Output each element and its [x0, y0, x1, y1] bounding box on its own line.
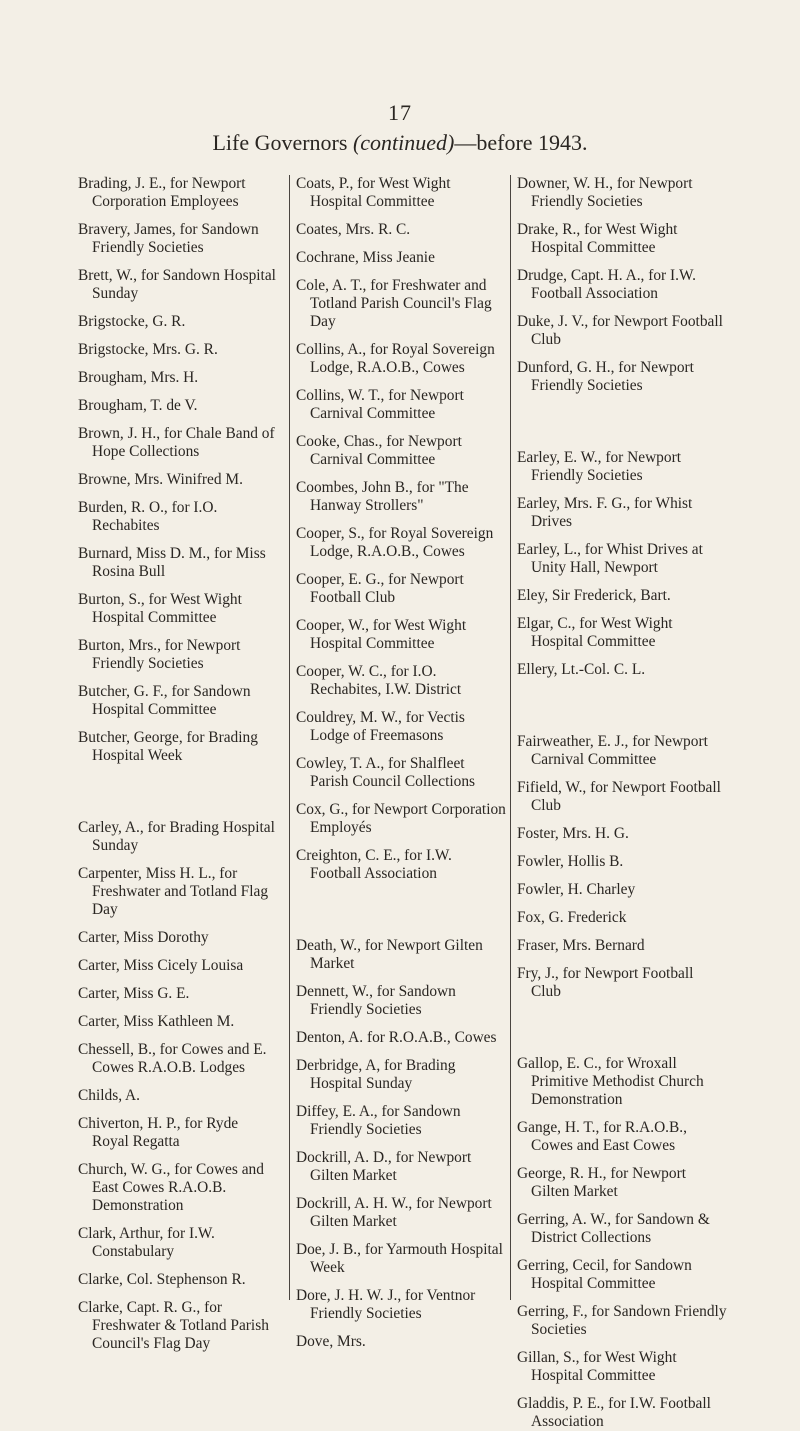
column-3	[510, 175, 727, 1430]
governor-entry: Earley, E. W., for Newport Friendly Societies	[517, 449, 681, 484]
governor-entry: Eley, Sir Frederick, Bart.	[517, 587, 671, 604]
section-gap	[517, 689, 727, 733]
governor-entry: Carter, Miss Kathleen M.	[78, 1013, 235, 1030]
governor-entry: Gillan, S., for West Wight Hospital Committee	[517, 1349, 677, 1384]
governor-entry: Carpenter, Miss H. L., for Freshwater and Totland Flag Day	[78, 865, 269, 918]
section-gap	[517, 1011, 727, 1055]
governor-entry: George, R. H., for Newport Gilten Market	[517, 1165, 686, 1200]
governor-entry: Cox, G., for Newport Corporation Employés	[296, 801, 506, 836]
governor-entry: Dennett, W., for Sandown Friendly Societies	[296, 983, 456, 1018]
governor-entry: Fairweather, E. J., for Newport Carnival Committee	[517, 733, 708, 768]
governor-entry: Fox, G. Frederick	[517, 909, 627, 926]
governor-entry: Collins, A., for Royal Sovereign Lodge, R.A.O.B., Cowes	[296, 341, 495, 376]
governor-entry: Gerring, A. W., for Sandown & District Collections	[517, 1211, 710, 1246]
governor-entry: Doe, J. B., for Yarmouth Hospital Week	[296, 1241, 503, 1276]
governor-entry: Ellery, Lt.-Col. C. L.	[517, 661, 646, 678]
governor-entry: Diffey, E. A., for Sandown Friendly Societies	[296, 1103, 461, 1138]
governor-entry: Burton, Mrs., for Newport Friendly Societies	[78, 637, 241, 672]
column-1	[78, 175, 276, 1363]
governor-entry: Fraser, Mrs. Bernard	[517, 937, 645, 954]
governor-entry: Dunford, G. H., for Newport Friendly Societies	[517, 359, 694, 394]
title-italic: (continued)	[352, 130, 455, 155]
governor-entry: Dore, J. H. W. J., for Ventnor Friendly Societies	[296, 1287, 476, 1322]
governor-entry: Couldrey, M. W., for Vectis Lodge of Freemasons	[296, 709, 465, 744]
governor-entry: Collins, W. T., for Newport Carnival Committee	[296, 387, 464, 422]
governor-entry: Carter, Miss Dorothy	[78, 929, 209, 946]
governor-entry: Earley, Mrs. F. G., for Whist Drives	[517, 495, 693, 530]
governor-entry: Downer, W. H., for Newport Friendly Societies	[517, 175, 693, 210]
governor-entry: Dockrill, A. H. W., for Newport Gilten Market	[296, 1195, 492, 1230]
page-title	[0, 130, 800, 156]
governor-entry: Fifield, W., for Newport Football Club	[517, 779, 721, 814]
governor-entry: Brigstocke, G. R.	[78, 313, 186, 330]
governor-entry: Cowley, T. A., for Shalfleet Parish Council Collections	[296, 755, 476, 790]
governor-entry: Clarke, Col. Stephenson R.	[78, 1271, 246, 1288]
governor-entry: Burnard, Miss D. M., for Miss Rosina Bull	[78, 545, 266, 580]
governor-entry: Butcher, George, for Brading Hospital Week	[78, 729, 258, 764]
governor-entry: Gladdis, P. E., for I.W. Football Association	[517, 1395, 711, 1430]
governor-entry: Butcher, G. F., for Sandown Hospital Committee	[78, 683, 251, 718]
governor-entry: Brougham, Mrs. H.	[78, 369, 199, 386]
governor-entry: Dove, Mrs.	[296, 1333, 366, 1350]
governor-entry: Carter, Miss Cicely Louisa	[78, 957, 244, 974]
governor-entry: Cooper, W. C., for I.O. Rechabites, I.W. District	[296, 663, 462, 698]
governor-entry: Carter, Miss G. E.	[78, 985, 190, 1002]
governor-entry: Carley, A., for Brading Hospital Sunday	[78, 819, 275, 854]
column-2	[289, 175, 506, 1350]
governor-entry: Elgar, C., for West Wight Hospital Committee	[517, 615, 673, 650]
governor-entry: Creighton, C. E., for I.W. Football Association	[296, 847, 452, 882]
governor-entry: Church, W. G., for Cowes and East Cowes R.A.O.B. Demonstration	[78, 1161, 264, 1214]
governor-entry: Burton, S., for West Wight Hospital Committee	[78, 591, 242, 626]
governor-entry: Browne, Mrs. Winifred M.	[78, 471, 243, 488]
governor-entry: Chiverton, H. P., for Ryde Royal Regatta	[78, 1115, 239, 1150]
governor-entry: Brown, J. H., for Chale Band of Hope Collections	[78, 425, 275, 460]
governor-entry: Fry, J., for Newport Football Club	[517, 965, 694, 1000]
governor-entry: Childs, A.	[78, 1087, 141, 1104]
governor-entry: Gerring, Cecil, for Sandown Hospital Committee	[517, 1257, 692, 1292]
section-gap	[296, 893, 506, 937]
governor-entry: Cooke, Chas., for Newport Carnival Committee	[296, 433, 462, 468]
governor-entry: Duke, J. V., for Newport Football Club	[517, 313, 723, 348]
governor-entry: Coombes, John B., for "The Hanway Strollers"	[296, 479, 469, 514]
title-main: Life Governors	[212, 130, 353, 155]
section-gap	[78, 775, 276, 819]
governor-entry: Denton, A. for R.O.A.B., Cowes	[296, 1029, 497, 1046]
governor-entry: Gange, H. T., for R.A.O.B., Cowes and East Cowes	[517, 1119, 687, 1154]
governor-entry: Coats, P., for West Wight Hospital Committee	[296, 175, 451, 210]
governor-entry: Drudge, Capt. H. A., for I.W. Football Association	[517, 267, 696, 302]
governor-entry: Cochrane, Miss Jeanie	[296, 249, 435, 266]
section-gap	[517, 405, 727, 449]
governor-entry: Clark, Arthur, for I.W. Constabulary	[78, 1225, 215, 1260]
governor-entry: Derbridge, A, for Brading Hospital Sunday	[296, 1057, 456, 1092]
governor-entry: Gallop, E. C., for Wroxall Primitive Methodist Church Demonstration	[517, 1055, 704, 1108]
governor-entry: Coates, Mrs. R. C.	[296, 221, 411, 238]
governor-entry: Brett, W., for Sandown Hospital Sunday	[78, 267, 276, 302]
governor-entry: Bravery, James, for Sandown Friendly Societies	[78, 221, 259, 256]
governor-entry: Cooper, S., for Royal Sovereign Lodge, R.A.O.B., Cowes	[296, 525, 494, 560]
governor-entry: Clarke, Capt. R. G., for Freshwater & Totland Parish Council's Flag Day	[78, 1299, 269, 1352]
governor-entry: Fowler, H. Charley	[517, 881, 636, 898]
governor-entry: Drake, R., for West Wight Hospital Committee	[517, 221, 678, 256]
governor-entry: Burden, R. O., for I.O. Rechabites	[78, 499, 218, 534]
governor-entry: Cooper, W., for West Wight Hospital Committee	[296, 617, 467, 652]
governor-entry: Death, W., for Newport Gilten Market	[296, 937, 483, 972]
governor-entry: Dockrill, A. D., for Newport Gilten Market	[296, 1149, 472, 1184]
governor-entry: Cole, A. T., for Freshwater and Totland Parish Council's Flag Day	[296, 277, 492, 330]
governor-entry: Fowler, Hollis B.	[517, 853, 624, 870]
governor-entry: Brading, J. E., for Newport Corporation Employees	[78, 175, 246, 210]
governor-entry: Gerring, F., for Sandown Friendly Societies	[517, 1303, 727, 1338]
governor-entry: Foster, Mrs. H. G.	[517, 825, 629, 842]
governor-entry: Brougham, T. de V.	[78, 397, 198, 414]
title-suffix: —before 1943.	[454, 130, 588, 155]
governor-entry: Earley, L., for Whist Drives at Unity Hall, Newport	[517, 541, 703, 576]
governor-entry: Cooper, E. G., for Newport Football Club	[296, 571, 464, 606]
governor-entry: Chessell, B., for Cowes and E. Cowes R.A.O.B. Lodges	[78, 1041, 267, 1076]
page-number: 17	[388, 100, 412, 125]
governor-entry: Brigstocke, Mrs. G. R.	[78, 341, 218, 358]
